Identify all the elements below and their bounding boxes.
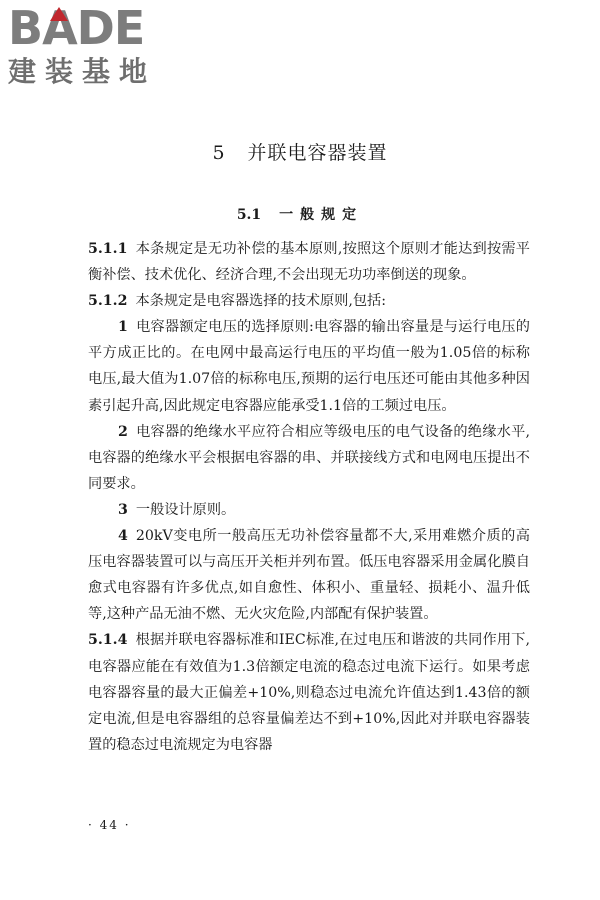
logo-wordmark bbox=[8, 1, 178, 55]
page-number: · 44 · bbox=[88, 818, 131, 832]
list-item-1 bbox=[88, 314, 530, 418]
chapter-heading bbox=[0, 138, 600, 165]
item-text: 20kV变电所一般高压无功补偿容量都不大,采用难燃介质的高压电容器装置可以与高压开关柜并列布置。低压电容器采用金属化膜自愈式电容器有许多优点,如自愈性、体积小、重量轻、损耗小、温升低等,这种产品无油不燃、无火灾危险,内部配有保护装置。 bbox=[88, 528, 530, 623]
logo-subtitle: 建装基地 bbox=[8, 55, 157, 88]
list-item-3 bbox=[88, 497, 530, 523]
chapter-number: 5 bbox=[212, 142, 226, 164]
bade-logo bbox=[8, 1, 178, 90]
clause-text: 本条规定是电容器选择的技术原则,包括: bbox=[135, 293, 386, 310]
item-number: 3 bbox=[118, 501, 128, 518]
logo-letter-d: D bbox=[76, 1, 114, 55]
item-number: 4 bbox=[118, 528, 128, 545]
item-text: 电容器的绝缘水平应符合相应等级电压的电气设备的绝缘水平,电容器的绝缘水平会根据电容器的串、并联接线方式和电网电压提出不同要求。 bbox=[88, 423, 530, 492]
clause-number: 5.1.2 bbox=[88, 293, 128, 310]
list-item-4 bbox=[88, 523, 530, 627]
chapter-title: 并联电容器装置 bbox=[247, 142, 388, 164]
paragraph-5-1-4 bbox=[88, 627, 530, 757]
item-text: 电容器额定电压的选择原则:电容器的输出容量是与运行电压的平方成正比的。在电网中最高运行电压的平均值一般为1.05倍的标称电压,最大值为1.07倍的标称电压,预期的运行电压还可能由其他多种因素引起升高,因此规定电容器应能承受1.1倍的工频过电压。 bbox=[88, 319, 530, 414]
logo-letter-a: A bbox=[42, 1, 77, 55]
logo-letter-b: B bbox=[8, 1, 43, 55]
section-title: 一般规定 bbox=[279, 207, 364, 223]
clause-text: 根据并联电容器标准和IEC标准,在过电压和谐波的共同作用下,电容器应能在有效值为1.3倍额定电流的稳态过电流下运行。如果考虑电容器容量的最大正偏差+10%,则稳态过电流允许值达到1.43倍的额定电流,但是电容器组的总容量偏差达不到+10%,因此对并联电容器装置的稳态过电流规定为电容器 bbox=[88, 632, 530, 753]
clause-number: 5.1.1 bbox=[88, 241, 128, 257]
paragraph-5-1-2 bbox=[88, 288, 530, 314]
clause-text: 本条规定是无功补偿的基本原则,按照这个原则才能达到按需平衡补偿、技术优化、经济合理,不会出现无功功率倒送的现象。 bbox=[88, 241, 530, 284]
item-number: 2 bbox=[118, 423, 128, 440]
section-number: 5.1 bbox=[236, 207, 262, 223]
clause-number: 5.1.4 bbox=[88, 632, 128, 649]
item-text: 一般设计原则。 bbox=[135, 501, 236, 518]
section-heading bbox=[0, 204, 600, 224]
body-text bbox=[88, 236, 530, 758]
paragraph-5-1-1 bbox=[88, 236, 530, 288]
logo-letter-e: E bbox=[113, 1, 145, 55]
list-item-2 bbox=[88, 419, 530, 497]
item-number: 1 bbox=[118, 319, 128, 336]
